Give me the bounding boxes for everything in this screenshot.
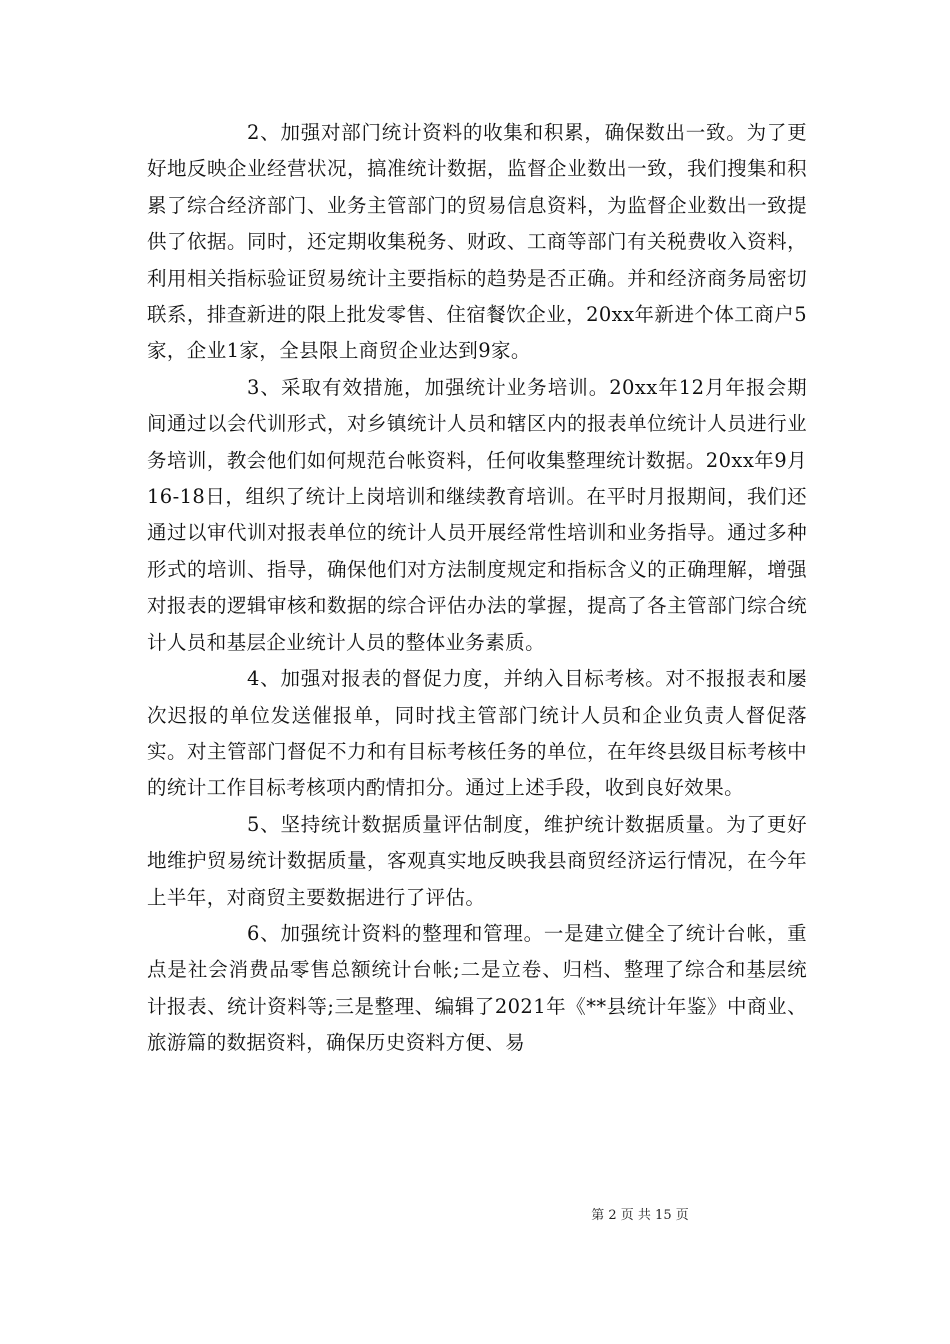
document-body [147,115,807,1062]
paragraph-5: 5、坚持统计数据质量评估制度，维护统计数据质量。为了更好地维护贸易统计数据质量，客观真实地反映我县商贸经济运行情况，在今年上半年，对商贸主要数据进行了评估。 [147,812,807,909]
page-number: 第 2 页 共 15 页 [591,1208,689,1223]
paragraph-6: 6、加强统计资料的整理和管理。一是建立健全了统计台帐，重点是社会消费品零售总额统计台帐;二是立卷、归档、整理了综合和基层统计报表、统计资料等;三是整理、编辑了2021年《**县统计年鉴》中商业、旅游篇的数据资料，确保历史资料方便、易 [147,921,807,1055]
paragraph-3: 3、采取有效措施，加强统计业务培训。20xx年12月年报会期间通过以会代训形式，对乡镇统计人员和辖区内的报表单位统计人员进行业务培训，教会他们如何规范台帐资料，任何收集整理统计数据。20xx年9月16-18日，组织了统计上岗培训和继续教育培训。在平时月报期间，我们还通过以审代训对报表单位的统计人员开展经常性培训和业务指导。通过多种形式的培训、指导，确保他们对方法制度规定和指标含义的正确理解，增强对报表的逻辑审核和数据的综合评估办法的掌握，提高了各主管部门综合统计人员和基层企业统计人员的整体业务素质。 [147,375,807,654]
paragraph-2: 2、加强对部门统计资料的收集和积累，确保数出一致。为了更好地反映企业经营状况，搞准统计数据，监督企业数出一致，我们搜集和积累了综合经济部门、业务主管部门的贸易信息资料，为监督企业数出一致提供了依据。同时，还定期收集税务、财政、工商等部门有关税费收入资料，利用相关指标验证贸易统计主要指标的趋势是否正确。并和经济商务局密切联系，排查新进的限上批发零售、住宿餐饮企业，20xx年新进个体工商户5家，企业1家，全县限上商贸企业达到9家。 [147,121,807,363]
paragraph-4: 4、加强对报表的督促力度，并纳入目标考核。对不报报表和屡次迟报的单位发送催报单，同时找主管部门统计人员和企业负责人督促落实。对主管部门督促不力和有目标考核任务的单位，在年终县级目标考核中的统计工作目标考核项内酌情扣分。通过上述手段，收到良好效果。 [147,667,807,800]
